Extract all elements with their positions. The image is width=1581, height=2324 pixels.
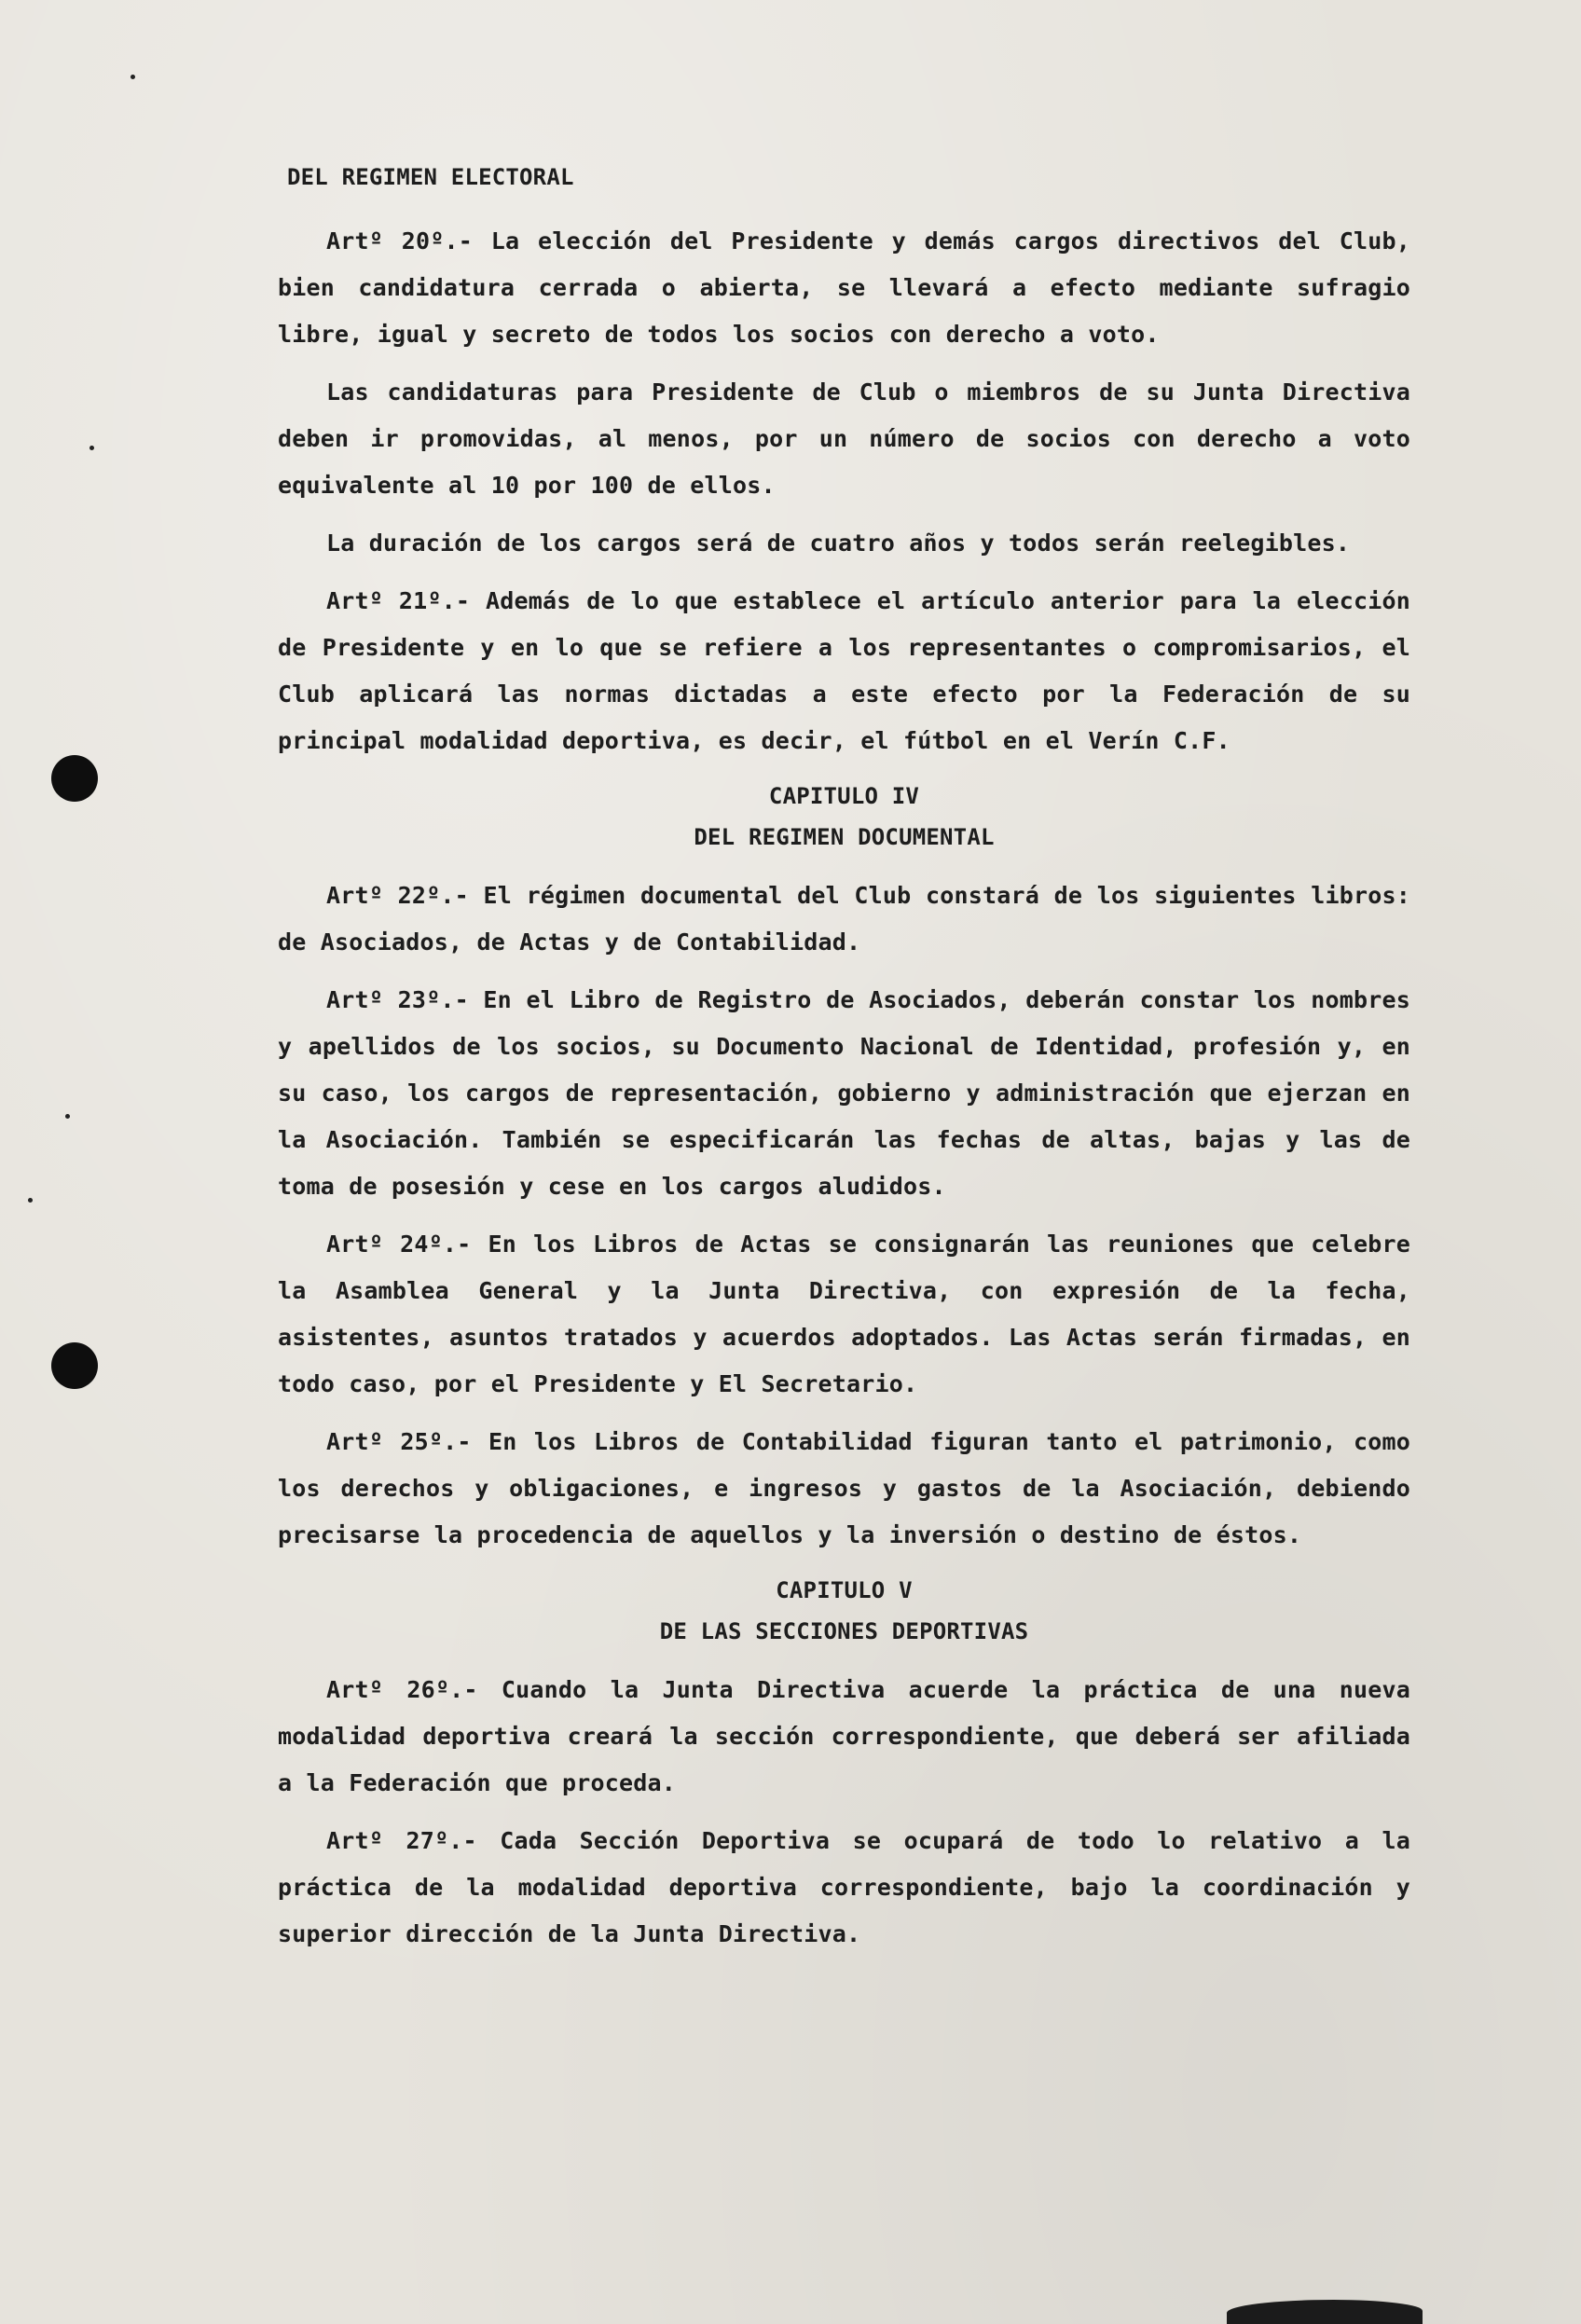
article-text: La elección del Presidente y demás cargos directivos del Club, bien candidatura cerrada o abierta, se llevará a efecto mediante sufragio libre, igual y secreto de todos los socios con derecho a voto. [278,227,1410,348]
article-text: En los Libros de Contabilidad figuran tanto el patrimonio, como los derechos y obligaciones, e ingresos y gastos de la Asociación, debiendo precisarse la procedencia de aquellos y la inversión o destino de éstos. [278,1428,1410,1548]
article-number: Artº 21º.- [326,587,471,614]
article-20 [278,218,1410,358]
article-text: En el Libro de Registro de Asociados, deberán constar los nombres y apellidos de los socios, su Documento Nacional de Identidad, profesión y, en su caso, los cargos de representación, gobierno y administración que ejerzan en la Asociación. También se especificarán las fechas de altas, bajas y las de toma de posesión y cese en los cargos aludidos. [278,986,1410,1200]
article-25 [278,1419,1410,1559]
section-deportivas [278,1570,1410,1958]
section-electoral [278,157,1410,764]
chapter-subtitle: DEL REGIMEN DOCUMENTAL [694,824,995,850]
article-number: Artº 23º.- [326,986,469,1013]
article-24 [278,1221,1410,1408]
chapter-subtitle: DE LAS SECCIONES DEPORTIVAS [659,1618,1029,1644]
paragraph-text: La duración de los cargos será de cuatro años y todos serán reelegibles. [326,529,1351,557]
paragraph [278,369,1410,509]
chapter-title: CAPITULO V [776,1577,913,1603]
paragraph [278,520,1410,567]
article-22 [278,873,1410,966]
article-text: Además de lo que establece el artículo anterior para la elección de Presidente y en lo que se refiere a los representantes o compromisarios, el Club aplicará las normas dictadas a este efecto por la Federación de su principal modalidad deportiva, es decir, el fútbol en el Verín C.F. [278,587,1410,754]
article-text: En los Libros de Actas se consignarán las reuniones que celebre la Asamblea General y la Junta Directiva, con expresión de la fecha, asistentes, asuntos tratados y acuerdos adoptados. Las Actas serán firmadas, en todo caso, por el Presidente y El Secretario. [278,1231,1410,1397]
ink-speck [28,1198,33,1203]
article-number: Artº 26º.- [326,1676,478,1703]
ink-speck [131,75,135,79]
article-number: Artº 27º.- [326,1827,477,1854]
page-tear [1227,2300,1423,2324]
article-text: Cada Sección Deportiva se ocupará de todo lo relativo a la práctica de la modalidad deportiva correspondiente, bajo la coordinación y superior dirección de la Junta Directiva. [278,1827,1410,1947]
section-documental [278,776,1410,1559]
article-number: Artº 20º.- [326,227,474,254]
ink-speck [65,1114,70,1119]
article-number: Artº 22º.- [326,882,469,909]
article-number: Artº 25º.- [326,1428,472,1455]
article-21 [278,578,1410,764]
article-text: Cuando la Junta Directiva acuerde la práctica de una nueva modalidad deportiva creará la sección correspondiente, que deberá ser afiliada a la Federación que proceda. [278,1676,1410,1796]
section-heading: DEL REGIMEN ELECTORAL [287,164,574,190]
ink-speck [89,446,94,450]
article-26 [278,1667,1410,1807]
chapter-title: CAPITULO IV [768,783,920,809]
punch-hole [51,755,98,802]
article-27 [278,1818,1410,1958]
article-number: Artº 24º.- [326,1231,472,1258]
article-23 [278,977,1410,1210]
document-body [278,157,1410,1969]
article-text: El régimen documental del Club constará de los siguientes libros: de Asociados, de Actas y de Contabilidad. [278,882,1410,956]
punch-hole [51,1342,98,1389]
paragraph-text: Las candidaturas para Presidente de Club o miembros de su Junta Directiva deben ir promovidas, al menos, por un número de socios con derecho a voto equivalente al 10 por 100 de ellos. [278,378,1410,499]
